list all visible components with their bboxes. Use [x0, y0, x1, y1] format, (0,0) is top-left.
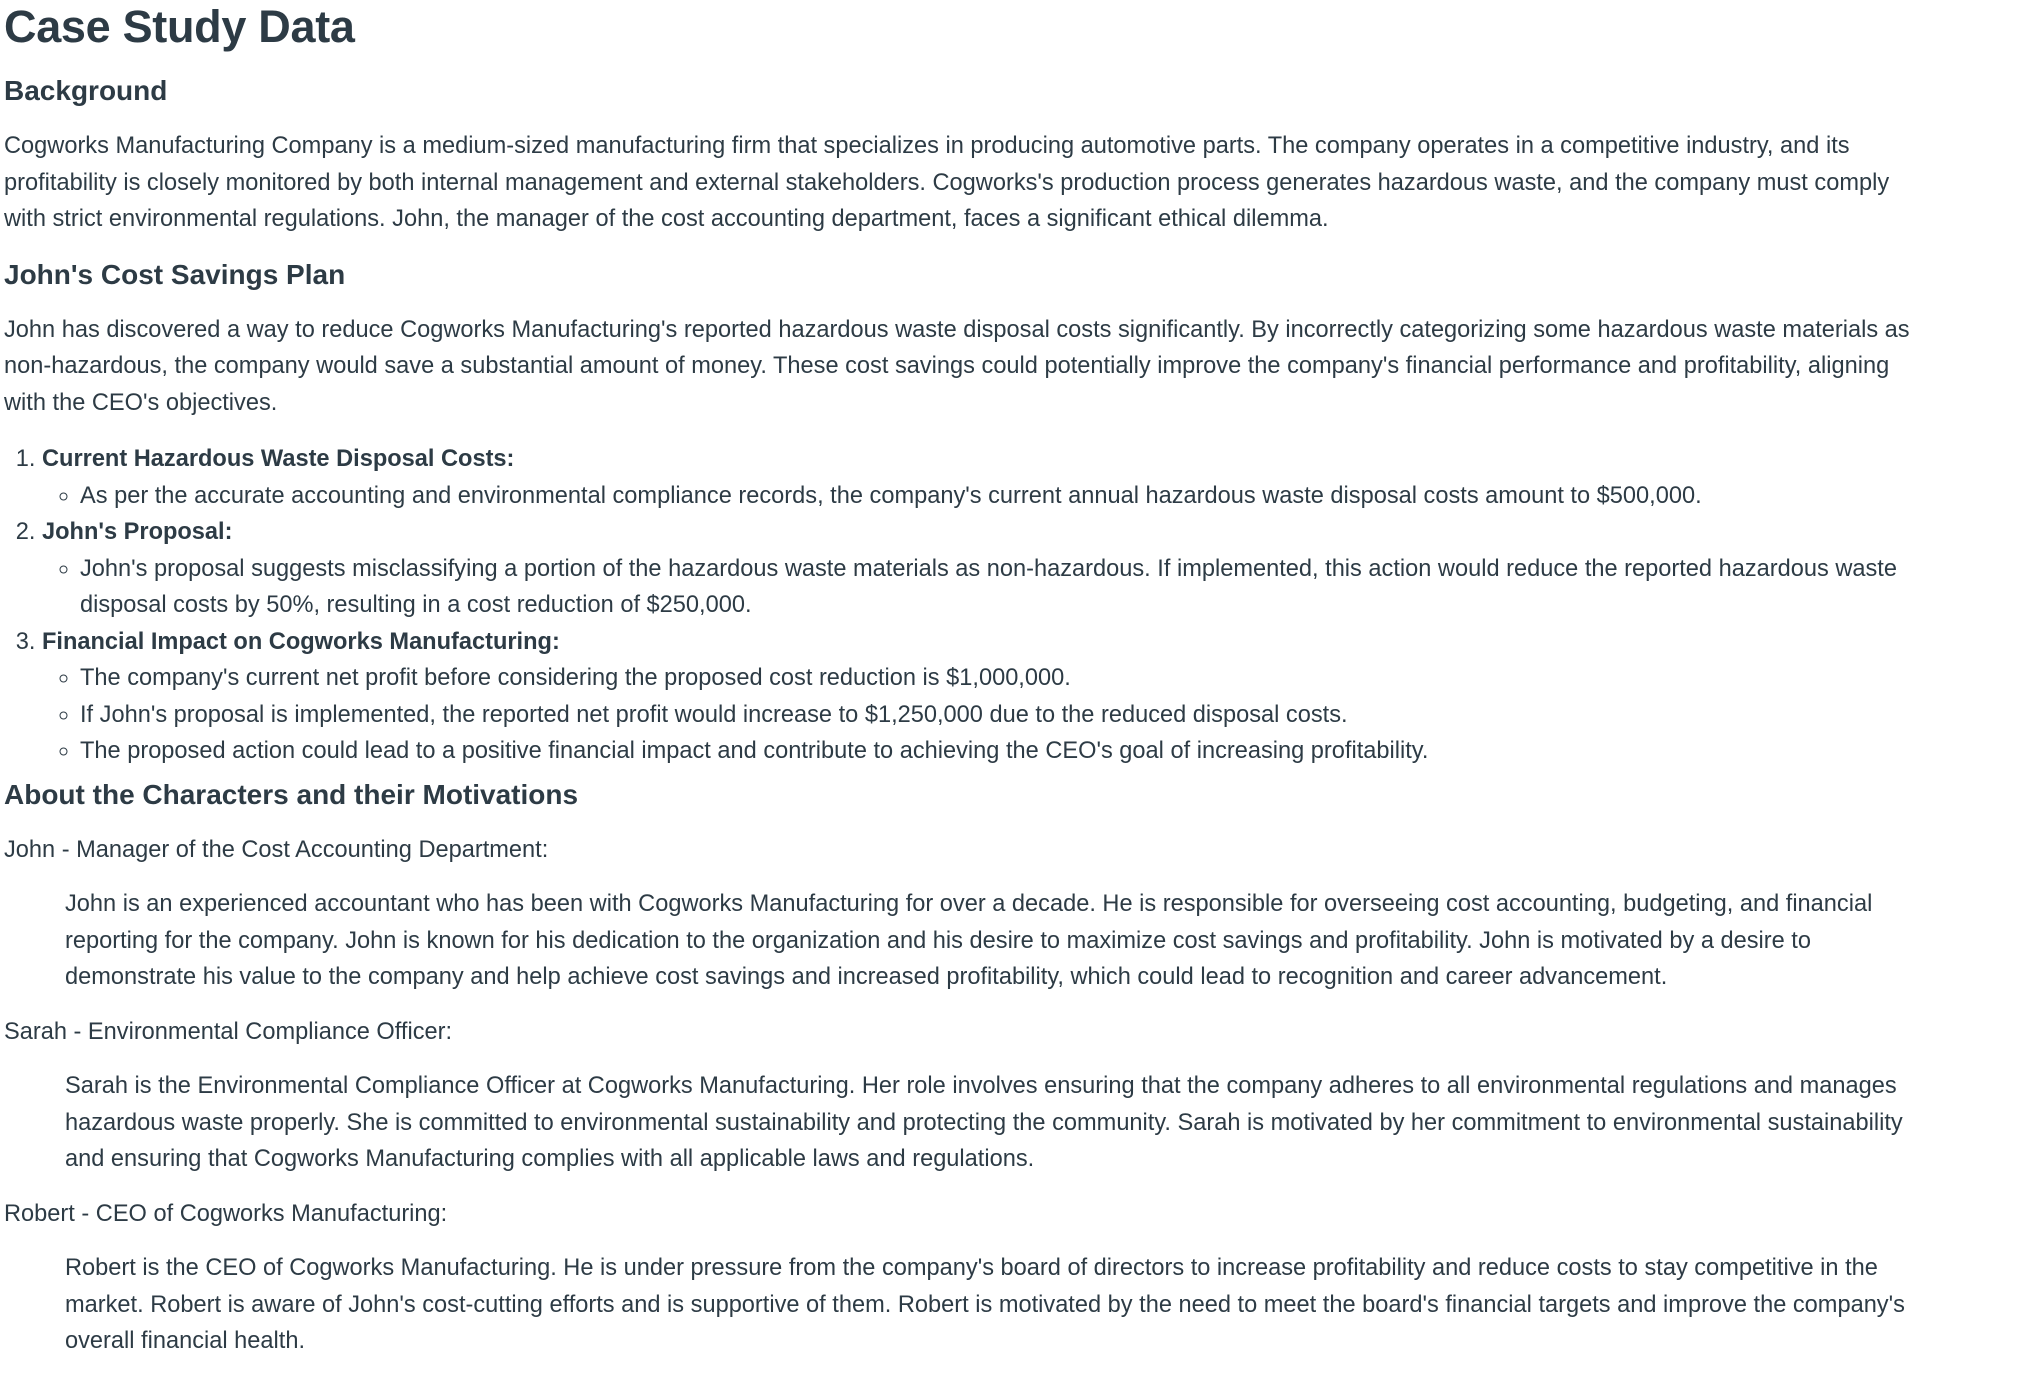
- sub-list-item: ◦ As per the accurate accounting and environmental compliance records, the company's current annual hazardous waste disposal costs amount to $500,000.: [80, 478, 1934, 515]
- list-item-title: John's Proposal:: [42, 519, 233, 545]
- background-heading: Background: [4, 75, 168, 106]
- character-title-sarah: Sarah - Environmental Compliance Officer:: [4, 1018, 453, 1045]
- list-item: [42, 624, 1934, 770]
- sub-list-item: ◦ John's proposal suggests misclassifying a portion of the hazardous waste materials as non-hazardous. If implemented, this action would reduce the reported hazardous waste disposal costs by 50%, resulting in a cost reduction of $250,000.: [80, 551, 1934, 624]
- character-desc-robert: Robert is the CEO of Cogworks Manufacturing. He is under pressure from the company's board of directors to increase profitability and reduce costs to stay competitive in the market. Robert is aware of John's cost-cutting efforts and is supportive of them. Robert is motivated by the need to meet the board's financial targets and improve the company's overall financial health.: [65, 1255, 1905, 1354]
- character-title-john: John - Manager of the Cost Accounting Department:: [4, 836, 549, 863]
- plan-paragraph: John has discovered a way to reduce Cogworks Manufacturing's reported hazardous waste disposal costs significantly. By incorrectly categorizing some hazardous waste materials as non-hazardous, the company would save a substantial amount of money. These cost savings could potentially improve the company's financial performance and profitability, aligning with the CEO's objectives.: [4, 316, 1910, 416]
- list-item-title: Current Hazardous Waste Disposal Costs:: [42, 446, 515, 472]
- character-desc-sarah: Sarah is the Environmental Compliance Officer at Cogworks Manufacturing. Her role involves ensuring that the company adheres to all environmental regulations and manages hazardous waste properly. She is committed to environmental sustainability and protecting the community. Sarah is motivated by her commitment to environmental sustainability and ensuring that Cogworks Manufacturing complies with all applicable laws and regulations.: [65, 1073, 1903, 1172]
- list-item: [42, 441, 1934, 514]
- background-paragraph: Cogworks Manufacturing Company is a medium-sized manufacturing firm that specializes in producing automotive parts. The company operates in a competitive industry, and its profitability is closely monitored by both internal management and external stakeholders. Cogworks's production process generates hazardous waste, and the company must comply with strict environmental regulations. John, the manager of the cost accounting department, faces a significant ethical dilemma.: [4, 133, 1890, 232]
- character-desc-john: John is an experienced accountant who has been with Cogworks Manufacturing for over a decade. He is responsible for overseeing cost accounting, budgeting, and financial reporting for the company. John is known for his dedication to the organization and his desire to maximize cost savings and profitability. John is motivated by a desire to demonstrate his value to the company and help achieve cost savings and increased profitability, which could lead to recognition and career advancement.: [65, 891, 1873, 990]
- plan-list: [4, 441, 1934, 770]
- sub-list-item: ◦ The proposed action could lead to a positive financial impact and contribute to achieving the CEO's goal of increasing profitability.: [80, 733, 1934, 770]
- characters-heading: About the Characters and their Motivations: [4, 778, 579, 810]
- list-item: [42, 514, 1934, 624]
- sub-list: [42, 478, 1934, 515]
- sub-list-item: ◦ If John's proposal is implemented, the reported net profit would increase to $1,250,000 due to the reduced disposal costs.: [80, 697, 1934, 734]
- sub-list: [42, 660, 1934, 770]
- sub-list-item: ◦ The company's current net profit before considering the proposed cost reduction is $1,000,000.: [80, 660, 1934, 697]
- page-title: Case Study Data: [4, 1, 355, 52]
- plan-heading: John's Cost Savings Plan: [4, 258, 346, 290]
- list-item-title: Financial Impact on Cogworks Manufacturing:: [42, 628, 560, 655]
- character-title-robert: Robert - CEO of Cogworks Manufacturing:: [4, 1200, 448, 1227]
- sub-list: [42, 551, 1934, 624]
